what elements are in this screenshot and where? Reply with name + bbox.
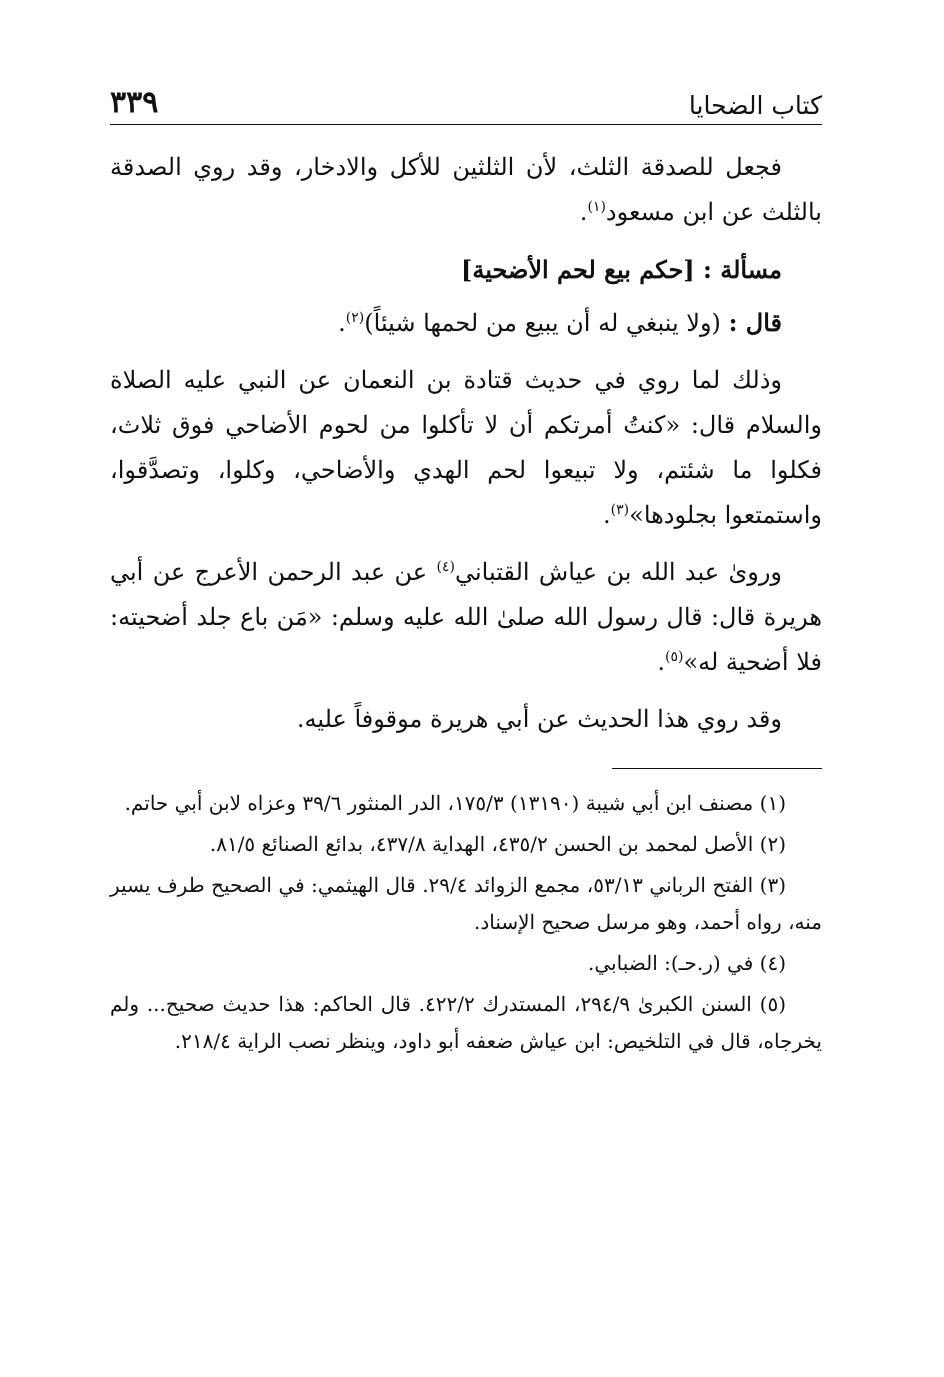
issue-label: مسألة : <box>703 255 782 284</box>
footnote-3: (٣) الفتح الرباني ٥٣/١٣، مجمع الزوائد ٢٩/٤. قال الهيثمي: في الصحيح طرف يسير منه، رواه أحمد، وهو مرسل صحيح الإسناد. <box>110 873 822 934</box>
footnote-4: (٤) في (ر.حـ): الضبابي. <box>588 951 786 975</box>
chapter-title: كتاب الضحايا <box>688 91 822 120</box>
statement-label: قال : <box>728 308 782 337</box>
paragraph-1 <box>110 145 822 235</box>
footnote-separator <box>612 768 822 769</box>
paragraph-2 <box>110 358 822 538</box>
footnote-ref-2: (٢) <box>345 310 365 326</box>
book-page <box>110 78 822 1064</box>
statement-text: (ولا ينبغي له أن يبيع من لحمها شيئاً) <box>364 309 721 337</box>
footnote-1: (١) مصنف ابن أبي شيبة (١٣١٩٠) ١٧٥/٣، الدر المنثور ٣٩/٦ وعزاه لابن أبي حاتم. <box>124 791 786 815</box>
paragraph-2-end: . <box>603 501 611 529</box>
footnote-ref-3: (٣) <box>610 502 630 518</box>
issue-title: [حكم بيع لحم الأضحية] <box>461 255 695 284</box>
paragraph-3-text-a: ورویٰ عبد الله بن عياش القتباني <box>454 558 782 586</box>
statement-end: . <box>338 309 346 337</box>
paragraph-3 <box>110 550 822 685</box>
paragraph-3-text-b: عن عبد الرحمن الأعرج عن أبي هريرة قال: قال رسول الله صلىٰ الله عليه وسلم: «مَن باع جلد أضحيته: فلا أضحية له» <box>110 558 822 676</box>
footnotes <box>110 785 822 1060</box>
author-statement <box>110 300 822 346</box>
paragraph-3-end: . <box>657 648 665 676</box>
footnote-2: (٢) الأصل لمحمد بن الحسن ٤٣٥/٢، الهداية ٤٣٧/٨، بدائع الصنائع ٨١/٥. <box>209 832 786 856</box>
issue-heading <box>110 247 822 292</box>
footnote-5: (٥) السنن الكبرىٰ ٢٩٤/٩، المستدرك ٤٢٢/٢. قال الحاكم: هذا حديث صحيح... ولم يخرجاه، قال في التلخيص: ابن عياش ضعفه أبو داود، وينظر نصب الراية ٢١٨/٤. <box>110 992 822 1053</box>
page-number: ٣٣٩ <box>110 85 159 120</box>
footnote-ref-5: (٥) <box>664 649 684 665</box>
paragraph-1-text: فجعل للصدقة الثلث، لأن الثلثين للأكل والادخار، وقد روي الصدقة بالثلث عن ابن مسعود <box>110 153 822 226</box>
main-text <box>110 145 822 742</box>
running-header <box>110 78 822 125</box>
paragraph-4: وقد روي هذا الحديث عن أبي هريرة موقوفاً عليه. <box>296 705 782 733</box>
paragraph-2-text: وذلك لما روي في حديث قتادة بن النعمان عن النبي عليه الصلاة والسلام قال: «كنتُ أمرتكم أن لا تأكلوا من لحوم الأضاحي فوق ثلاث، فكلوا ما شئتم، ولا تبيعوا لحم الهدي والأضاحي، وكلوا، وتصدَّقوا، واستمتعوا بجلودها» <box>110 366 822 529</box>
footnote-ref-1: (١) <box>587 199 606 215</box>
paragraph-1-end: . <box>579 198 588 226</box>
footnote-ref-4: (٤) <box>436 559 455 575</box>
